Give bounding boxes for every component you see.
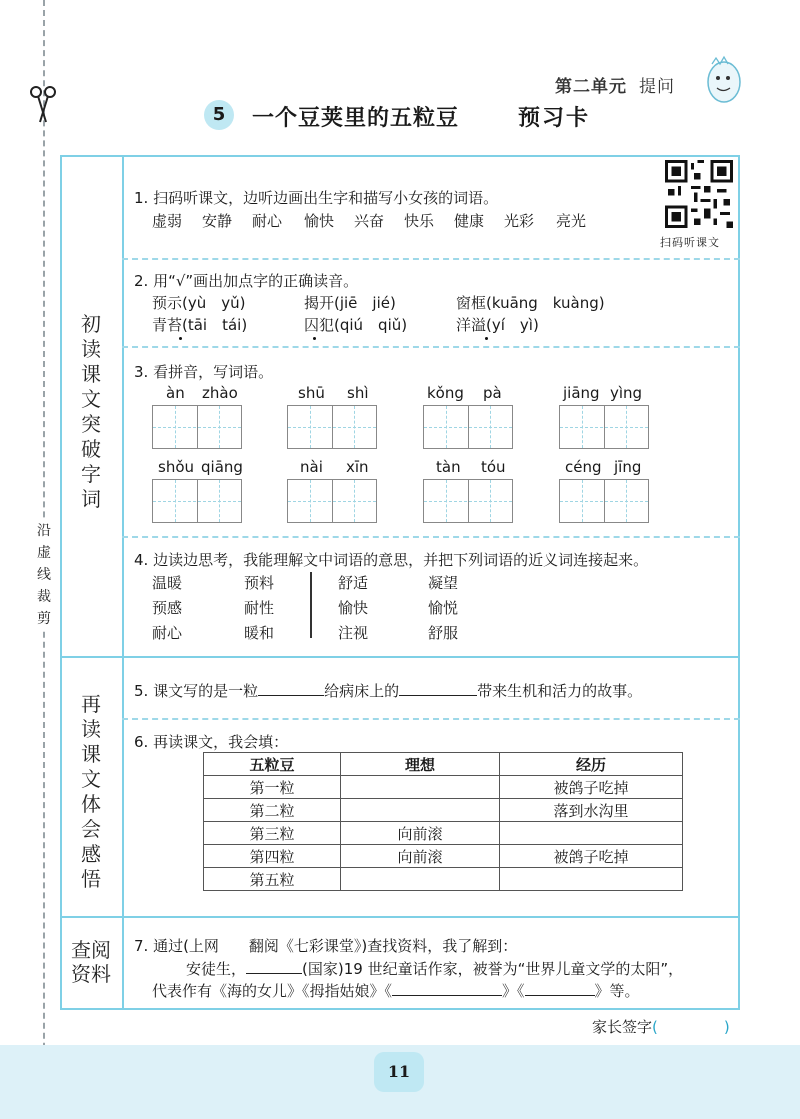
- q7-text: 代表作有《海的女儿》《拇指姑娘》《: [152, 982, 393, 1000]
- q4-prompt: 4. 边读边思考，我能理解文中词语的意思，并把下列词语的近义词连接起来。: [134, 551, 649, 569]
- q4-word-columns: [152, 572, 492, 648]
- table-cell-input[interactable]: [341, 776, 500, 799]
- pinyin: tàn: [436, 458, 461, 476]
- table-cell: 被鸽子吃掉: [500, 776, 683, 799]
- pinyin: shǒu: [158, 458, 195, 476]
- q5-blank[interactable]: [399, 681, 477, 696]
- q1-word: 耐心: [252, 212, 283, 230]
- q7-text: 安徒生，: [186, 960, 247, 978]
- table-cell: 落到水沟里: [500, 799, 683, 822]
- q5-text: 5. 课文写的是一粒: [134, 682, 259, 700]
- table-cell-input[interactable]: [341, 868, 500, 891]
- q5-sentence: [134, 680, 642, 701]
- table-cell: 第五粒: [204, 868, 341, 891]
- table-cell: 第一粒: [204, 776, 341, 799]
- table-row: [204, 822, 683, 845]
- unit-label: [555, 72, 675, 97]
- writing-grid[interactable]: [423, 479, 513, 523]
- q4-word[interactable]: 舒服: [428, 624, 459, 642]
- page-number: 11: [374, 1052, 424, 1092]
- q7-prompt: 7. 通过(上网 翻阅《七彩课堂》)查找资料，我了解到：: [134, 937, 518, 955]
- signature-paren: (: [652, 1018, 658, 1036]
- q7-line2: [152, 980, 640, 1001]
- pinyin: yìng: [610, 384, 643, 402]
- question-divider: [122, 718, 740, 720]
- pinyin: jīng: [614, 458, 642, 476]
- card-title: 预习卡: [518, 106, 591, 131]
- signature-paren: ): [723, 1018, 730, 1036]
- q4-word[interactable]: 耐性: [244, 599, 275, 617]
- unit-name: 第二单元: [555, 77, 627, 97]
- q1-word: 虚弱: [152, 212, 183, 230]
- q1-prompt: 1. 扫码听课文，边听边画出生字和描写小女孩的词语。: [134, 189, 499, 207]
- cut-instruction: 沿虚线裁剪: [34, 520, 54, 630]
- q7-line1: [186, 958, 683, 979]
- emphasis-dot: [179, 337, 182, 340]
- q4-word[interactable]: 预感: [152, 599, 183, 617]
- pinyin: tóu: [481, 458, 506, 476]
- q1-word-list: [152, 210, 632, 232]
- sidebar-divider: [122, 155, 124, 1010]
- q2-items: [152, 292, 712, 340]
- section-divider: [60, 656, 740, 658]
- q7-blank-work[interactable]: [392, 981, 502, 996]
- table-row: [204, 845, 683, 868]
- q2-item: 囚犯(qiú qiǔ): [304, 316, 408, 334]
- section-second-read: 再读课文 体会感悟: [81, 692, 101, 891]
- section-lookup: 查阅资料: [71, 938, 111, 986]
- pinyin: xīn: [346, 458, 369, 476]
- pinyin: jiāng: [563, 384, 600, 402]
- signature-label: 家长签字: [592, 1018, 653, 1036]
- q1-word: 愉快: [304, 212, 335, 230]
- q1-word: 健康: [454, 212, 485, 230]
- section-divider: [60, 916, 740, 918]
- pinyin: shì: [347, 384, 369, 402]
- pinyin: zhào: [202, 384, 238, 402]
- q7-blank-country[interactable]: [246, 959, 302, 974]
- q1-word: 兴奋: [354, 212, 385, 230]
- pinyin: nài: [300, 458, 323, 476]
- writing-grid[interactable]: [423, 405, 513, 449]
- q4-word[interactable]: 愉快: [338, 599, 369, 617]
- table-cell: 向前滚: [341, 822, 500, 845]
- egg-mascot-icon: [700, 48, 744, 112]
- q6-prompt: 6. 再读课文，我会填：: [134, 733, 289, 751]
- q7-text: (国家)19 世纪童话作家，被誉为“世界儿童文学的太阳”，: [302, 960, 684, 978]
- q7-text: 》等。: [594, 982, 640, 1000]
- table-cell-input[interactable]: [500, 868, 683, 891]
- table-row: [204, 776, 683, 799]
- q4-word[interactable]: 温暖: [152, 574, 183, 592]
- qr-code-icon[interactable]: [665, 160, 733, 228]
- parent-signature: [592, 1016, 730, 1037]
- q7-text: 》《: [502, 982, 525, 1000]
- q1-word: 快乐: [404, 212, 435, 230]
- q4-word[interactable]: 预料: [244, 574, 275, 592]
- q2-item: 揭开(jiē jié): [304, 294, 396, 312]
- q4-word[interactable]: 舒适: [338, 574, 369, 592]
- q4-word[interactable]: 耐心: [152, 624, 183, 642]
- q5-text: 给病床上的: [324, 682, 400, 700]
- table-cell: 第三粒: [204, 822, 341, 845]
- question-divider: [122, 536, 740, 538]
- table-cell: 向前滚: [341, 845, 500, 868]
- pinyin: shū: [298, 384, 325, 402]
- emphasis-dot: [313, 337, 316, 340]
- unit-tag: 提问: [639, 77, 675, 97]
- emphasis-dot: [485, 337, 488, 340]
- table-cell: 第四粒: [204, 845, 341, 868]
- writing-grid[interactable]: [559, 479, 649, 523]
- question-divider: [122, 346, 740, 348]
- pinyin: céng: [565, 458, 602, 476]
- pinyin: qiāng: [201, 458, 243, 476]
- q2-item: 青苔(tāi tái): [152, 316, 248, 334]
- column-divider: [310, 572, 312, 638]
- lesson-number: 5: [204, 100, 234, 130]
- q2-item: 预示(yù yǔ): [152, 294, 246, 312]
- table-header: 五粒豆: [204, 753, 341, 776]
- table-row: [204, 868, 683, 891]
- q1-word: 亮光: [556, 212, 587, 230]
- table-header: 理想: [341, 753, 500, 776]
- q1-word: 安静: [202, 212, 233, 230]
- q4-word[interactable]: 暖和: [244, 624, 275, 642]
- section-first-read: 初读课文 突破字词: [81, 312, 101, 511]
- five-beans-table: [203, 752, 683, 891]
- table-cell-input[interactable]: [500, 822, 683, 845]
- writing-grid[interactable]: [287, 405, 377, 449]
- scissors-icon: [28, 84, 58, 124]
- q5-blank[interactable]: [258, 681, 324, 696]
- q2-item: 洋溢(yí yì): [456, 316, 539, 334]
- q2-item: 窗框(kuāng kuàng): [456, 294, 605, 312]
- writing-grid[interactable]: [152, 405, 242, 449]
- pinyin: pà: [483, 384, 502, 402]
- table-header: 经历: [500, 753, 683, 776]
- q4-word[interactable]: 注视: [338, 624, 369, 642]
- q2-prompt: 2. 用“√”画出加点字的正确读音。: [134, 272, 359, 290]
- lesson-title: 一个豆荚里的五粒豆: [252, 106, 460, 131]
- q7-blank-work[interactable]: [525, 981, 595, 996]
- pinyin: kǒng: [427, 384, 464, 402]
- q4-word[interactable]: 愉悦: [428, 599, 459, 617]
- q3-prompt: 3. 看拼音，写词语。: [134, 363, 274, 381]
- writing-grid[interactable]: [152, 479, 242, 523]
- table-cell: 第二粒: [204, 799, 341, 822]
- pinyin: àn: [166, 384, 185, 402]
- question-divider: [122, 258, 740, 260]
- qr-caption: 扫码听课文: [660, 236, 720, 249]
- writing-grid[interactable]: [287, 479, 377, 523]
- table-cell: 被鸽子吃掉: [500, 845, 683, 868]
- q1-word: 光彩: [504, 212, 535, 230]
- q4-word[interactable]: 凝望: [428, 574, 459, 592]
- q5-text: 带来生机和活力的故事。: [477, 682, 643, 700]
- table-cell-input[interactable]: [341, 799, 500, 822]
- table-row: [204, 799, 683, 822]
- writing-grid[interactable]: [559, 405, 649, 449]
